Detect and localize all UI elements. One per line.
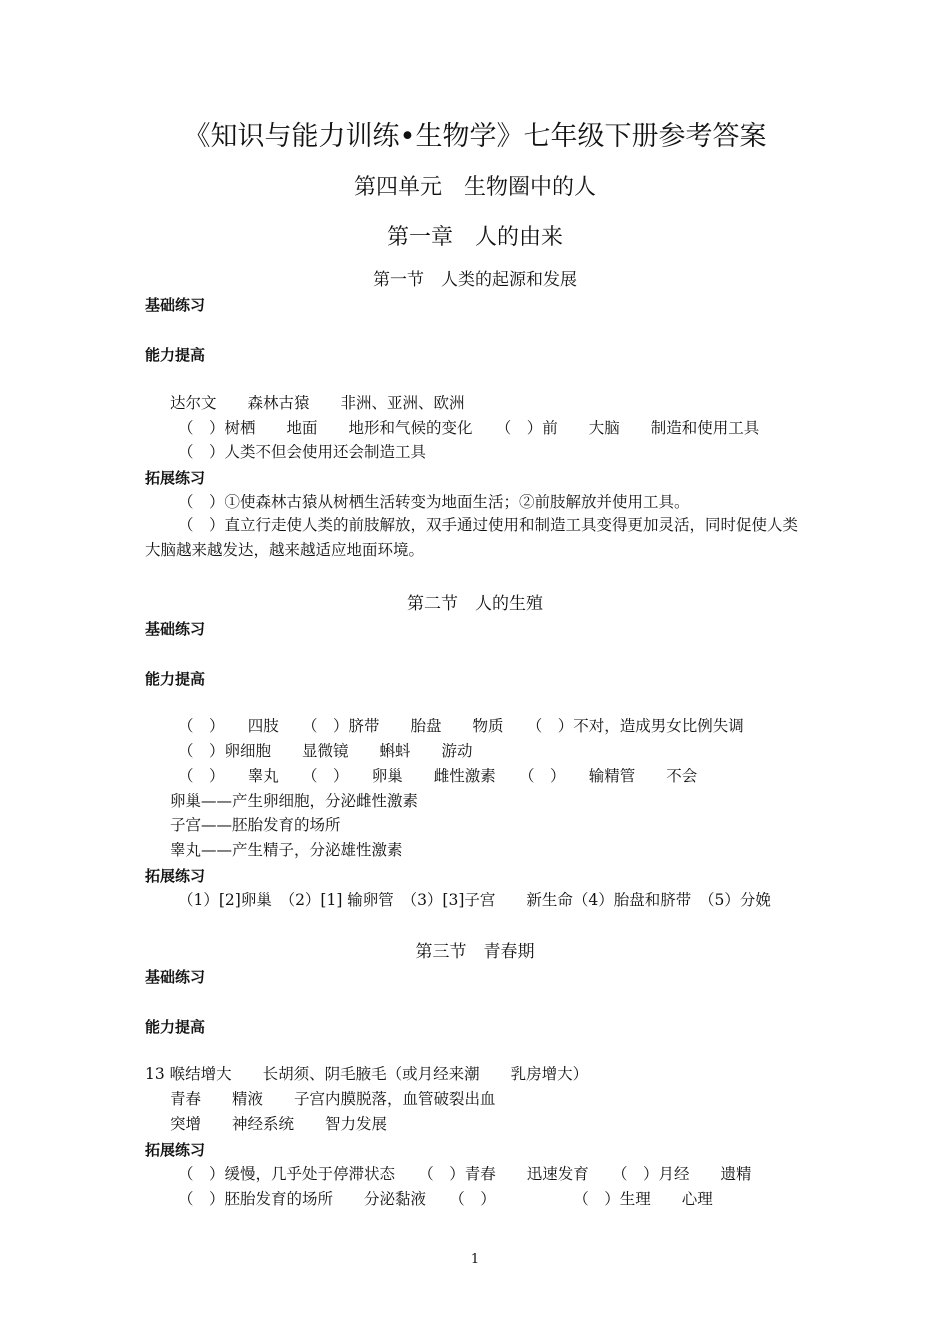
- section-3-ability-label: 能力提高: [145, 1018, 206, 1036]
- section-3-answer-3: 突增 神经系统 智力发展: [170, 1115, 388, 1133]
- document-title: 《知识与能力训练•生物学》七年级下册参考答案: [183, 121, 767, 152]
- section-2-heading: 第二节 人的生殖: [407, 594, 543, 614]
- page-number: 1: [470, 1252, 480, 1267]
- section-1-basic-label: 基础练习: [145, 296, 206, 314]
- section-2-answer-6: 睾丸——产生精子，分泌雄性激素: [170, 841, 403, 859]
- section-2-answer-5: 子宫——胚胎发育的场所: [170, 816, 341, 834]
- section-3-extension-label: 拓展练习: [145, 1141, 206, 1159]
- section-1-ability-label: 能力提高: [145, 346, 206, 364]
- section-3-extension-2: （ ）胚胎发育的场所 分泌黏液 （ ） （ ）生理 心理: [178, 1190, 713, 1208]
- section-2-extension-1: （1）[2]卵巢 （2）[1] 输卵管 （3）[3]子宫 新生命（4）胎盘和脐带 （5）分娩: [178, 891, 771, 909]
- section-3-answer-1: 13 喉结增大 长胡须、阴毛腋毛（或月经来潮 乳房增大）: [145, 1065, 589, 1083]
- section-3-extension-1: （ ）缓慢，几乎处于停滞状态 （ ）青春 迅速发育 （ ）月经 遗精: [178, 1165, 752, 1183]
- section-2-answer-1: （ ） 四肢 （ ）脐带 胎盘 物质 （ ）不对，造成男女比例失调: [178, 717, 744, 735]
- section-1-answer-1: 达尔文 森林古猿 非洲、亚洲、欧洲: [170, 394, 465, 412]
- section-2-ability-label: 能力提高: [145, 670, 206, 688]
- section-2-answer-4: 卵巢——产生卵细胞，分泌雌性激素: [170, 792, 419, 810]
- unit-heading: 第四单元 生物圈中的人: [353, 175, 596, 200]
- section-1-answer-2: （ ）树栖 地面 地形和气候的变化 （ ）前 大脑 制造和使用工具: [178, 419, 760, 437]
- section-3-basic-label: 基础练习: [145, 968, 206, 986]
- section-1-extension-2: （ ）直立行走使人类的前肢解放，双手通过使用和制造工具变得更加灵活，同时促使人类大脑越来越发达，越来越适应地面环境。: [145, 516, 799, 559]
- section-1-extension-label: 拓展练习: [145, 469, 206, 487]
- section-1-heading: 第一节 人类的起源和发展: [373, 270, 577, 290]
- section-3-heading: 第三节 青春期: [415, 942, 535, 962]
- section-3-answer-2: 青春 精液 子宫内膜脱落，血管破裂出血: [170, 1090, 496, 1108]
- chapter-heading: 第一章 人的由来: [386, 225, 563, 250]
- section-2-answer-2: （ ）卵细胞 显微镜 蝌蚪 游动: [178, 742, 473, 760]
- section-1-extension-1: （ ）①使森林古猿从树栖生活转变为地面生活；②前肢解放并使用工具。: [178, 493, 690, 511]
- section-2-answer-3: （ ） 睾丸 （ ） 卵巢 雌性激素 （ ） 输精管 不会: [178, 767, 698, 785]
- section-2-basic-label: 基础练习: [145, 620, 206, 638]
- section-1-answer-3: （ ）人类不但会使用还会制造工具: [178, 443, 427, 461]
- section-2-extension-label: 拓展练习: [145, 867, 206, 885]
